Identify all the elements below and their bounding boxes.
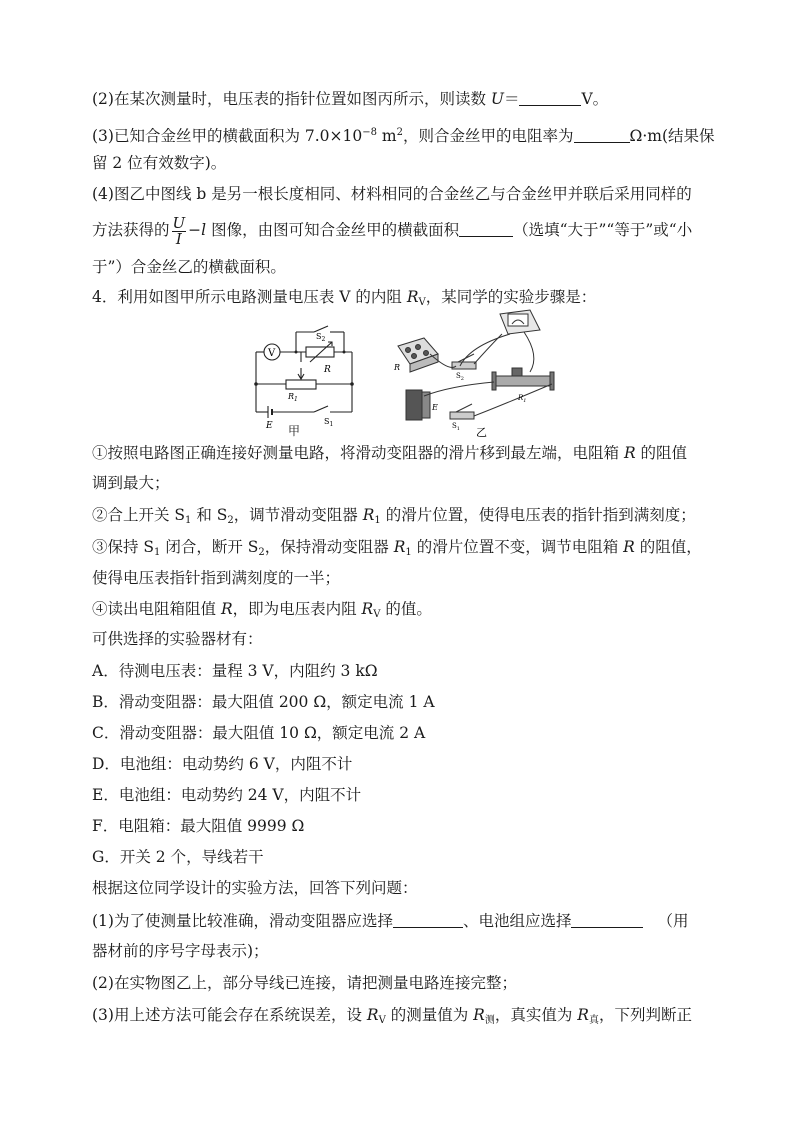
figure-label-yi: 乙 [476,426,487,439]
svg-text:R: R [394,363,401,372]
q4-step4: ④读出电阻箱阻值 R，即为电压表内阻 $R_V$ 的值。 [92,600,432,620]
svg-text:E: E [432,403,438,412]
battery-label: E [266,421,273,431]
equipment-item: B．滑动变阻器：最大阻值 200 Ω，额定电流 1 A [92,693,435,711]
apparatus-diagram-yi [390,306,560,440]
figure-label-jia: 甲 [288,424,301,438]
equipment-item: A．待测电压表：量程 3 V，内阻约 3 kΩ [92,662,378,680]
equipment-title: 可供选择的实验器材有： [92,630,263,648]
answer-intro: 根据这位同学设计的实验方法，回答下列问题： [92,879,418,897]
q4-answer1: (1)为了使测量比较准确，滑动变阻器应选择 、电池组应选择 （用 [92,912,689,930]
answer-blank-rheostat[interactable] [393,911,463,928]
q4-step3-line2: 使得电压表指针指到满刻度的一半； [92,569,341,587]
answer-blank-battery[interactable] [571,911,643,928]
switch-s2-label: $S_2$ [316,332,326,343]
q4-step3: ③保持 $S_1$ 闭合，断开 $S_2$，保持滑动变阻器 $R_1$ 的滑片位置不变，调节电阻箱 R 的阻值， [92,538,702,558]
q3-sub3-line2: 留 2 位有效数字)。 [92,154,227,172]
q3-sub4-line3: 于”）合金丝乙的横截面积。 [92,258,286,276]
q4-step1-line2: 调到最大； [92,474,170,492]
equipment-item: D．电池组：电动势约 6 V，内阻不计 [92,755,353,773]
equipment-item: E．电池组：电动势约 24 V，内阻不计 [92,786,362,804]
q3-sub2: (2)在某次测量时，电压表的指针位置如图丙所示，则读数 U＝ V。 [92,90,609,108]
equipment-item: G．开关 2 个，导线若干 [92,848,264,866]
svg-text:R1: $R_1$ [518,394,527,404]
svg-text:S2: $S_2$ [456,372,464,382]
fraction-u-over-i: $\frac{U}{I}$ [172,213,186,248]
q4-answer3: (3)用上述方法可能会存在系统误差，设 $R_V$ 的测量值为 $R_测$，真实值为 $R_真$，下列判断正 [92,1006,692,1026]
circuit-diagram-jia [248,322,360,434]
q4-answer2: (2)在实物图乙上，部分导线已连接，请把测量电路连接完整； [92,974,517,992]
answer-blank[interactable] [519,89,581,106]
voltmeter-label: V [268,348,276,359]
equipment-item: C．滑动变阻器：最大阻值 10 Ω，额定电流 2 A [92,724,426,742]
q4-answer1-line2: 器材前的序号字母表示)； [92,942,269,960]
equipment-item: F．电阻箱：最大阻值 9999 Ω [92,817,305,835]
svg-text:S1: $S_1$ [452,422,460,432]
q4-step2: ②合上开关 $S_1$ 和 $S_2$，调节滑动变阻器 $R_1$ 的滑片位置，使得电压表的指针指到满刻度； [92,506,696,526]
answer-blank[interactable] [459,220,513,237]
switch-s1-label: $S_1$ [324,417,334,428]
q3-sub3: (3)已知合金丝甲的横截面积为 $7.0\times 10^{-8}$ $m^2$，则合金丝甲的电阻率为 Ω·m(结果保 [92,127,715,145]
q3-sub4-line2: 方法获得的 $\frac{U}{I}$ −l 图像，由图可知合金丝甲的横截面积 （选填“大于”“等于”或“小 [92,213,693,248]
q4-step1: ①按照电路图正确连接好测量电路，将滑动变阻器的滑片移到最左端，电阻箱 R 的阻值 [92,444,688,462]
resistor-box-label: R [324,365,331,375]
answer-blank[interactable] [574,126,630,143]
rheostat-label: $R_1$ [288,392,298,403]
q4-stem: 4．利用如图甲所示电路测量电压表 V 的内阻 $R_V$，某同学的实验步骤是： [92,288,597,308]
q3-sub4-line1: (4)图乙中图线 b 是另一根长度相同、材料相同的合金丝乙与合金丝甲并联后采用同样的 [92,185,692,203]
